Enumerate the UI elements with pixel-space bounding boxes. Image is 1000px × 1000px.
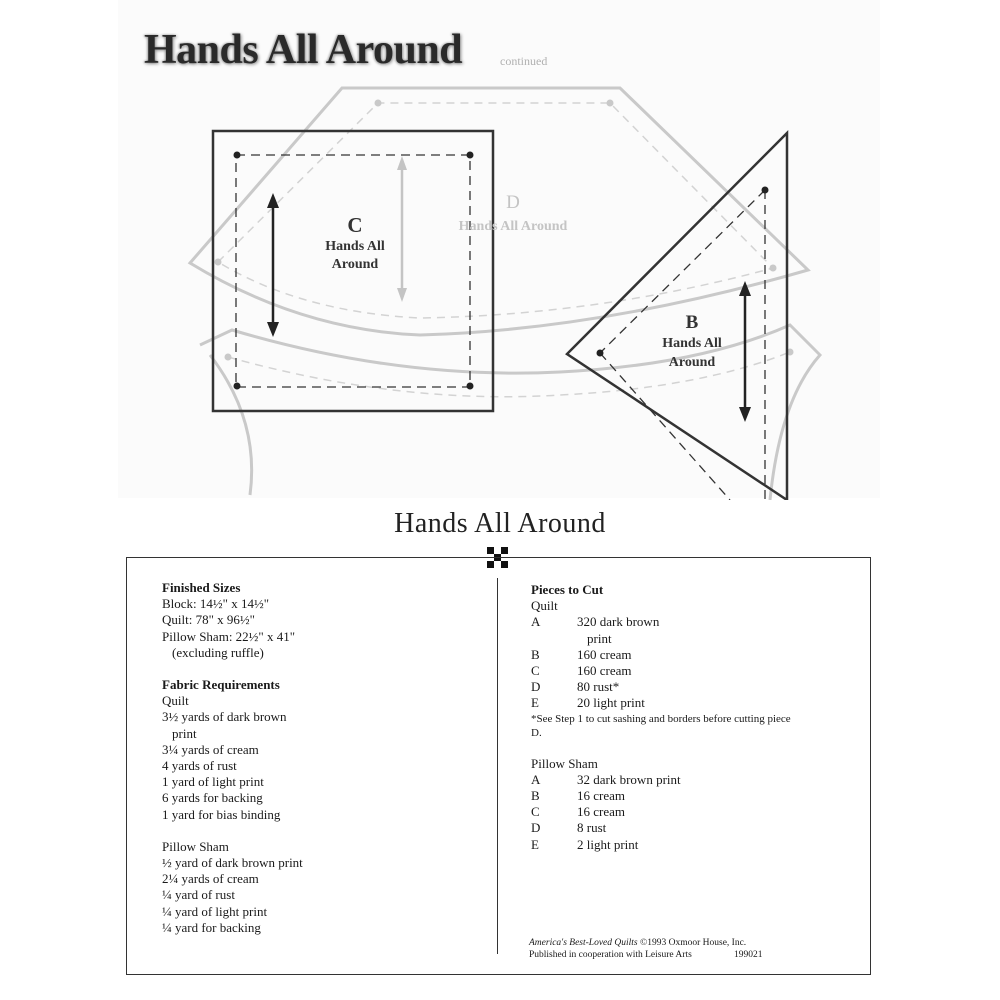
piece-letter: C	[531, 663, 540, 679]
template-b-seamline	[600, 190, 765, 353]
list-item	[531, 804, 861, 820]
pieces-to-cut-heading: Pieces to Cut	[531, 582, 604, 597]
list-item: 3½ yards of dark brown	[162, 709, 287, 725]
cutting-note: *See Step 1 to cut sashing and borders before cutting piece	[531, 712, 791, 725]
list-item: ½ yard of dark brown print	[162, 855, 303, 871]
pieces-sham-heading: Pillow Sham	[531, 755, 598, 771]
template-d-name: Hands All Around	[458, 219, 568, 234]
fabric-sham-heading: Pillow Sham	[162, 838, 229, 854]
sham-size-note: (excluding ruffle)	[172, 644, 264, 660]
product-code: 199021	[734, 950, 763, 960]
template-b-name-line1: Hands All	[662, 336, 722, 351]
template-b-letter: B	[685, 312, 699, 333]
pattern-subtitle: continued	[500, 54, 548, 68]
piece-count: 20 light print	[577, 695, 645, 711]
column-divider	[497, 578, 498, 954]
pieces-quilt-heading: Quilt	[531, 598, 558, 614]
piece-count: 160 cream	[577, 663, 632, 679]
template-b-name-line2: Around	[668, 355, 716, 370]
finished-sizes-heading: Finished Sizes	[162, 580, 241, 595]
list-item: print	[172, 725, 197, 741]
list-item: ¼ yard of light print	[162, 903, 268, 919]
piece-count: 32 dark brown print	[577, 771, 681, 787]
template-d-outline	[190, 88, 808, 335]
list-item	[531, 647, 861, 663]
fabric-quilt-heading: Quilt	[162, 693, 189, 709]
piece-letter: D	[531, 679, 541, 695]
book-title: America's Best-Loved Quilts	[529, 938, 638, 948]
list-item: ¼ yard for backing	[162, 919, 261, 935]
list-item: 1 yard for bias binding	[162, 806, 281, 822]
list-item	[531, 837, 861, 853]
piece-letter: E	[531, 836, 539, 852]
list-item: 4 yards of rust	[162, 758, 237, 774]
template-c-name-line1: Hands All	[325, 239, 385, 254]
left-column	[162, 580, 482, 936]
piece-count: 2 light print	[577, 836, 639, 852]
list-item: 3¼ yards of cream	[162, 741, 259, 757]
list-item	[531, 679, 861, 695]
piece-count: 80 rust*	[577, 679, 620, 695]
piece-letter: C	[531, 804, 540, 820]
quilt-size: Quilt: 78" x 96½"	[162, 612, 255, 628]
block-size: Block: 14½" x 14½"	[162, 596, 270, 612]
piece-letter: A	[531, 771, 541, 787]
publisher-line: Published in cooperation with Leisure Arts	[529, 950, 692, 960]
list-item	[531, 788, 861, 804]
piece-letter: A	[531, 614, 541, 630]
cutting-note-end: D.	[531, 726, 542, 739]
piece-letter: E	[531, 695, 539, 711]
piece-count: 16 cream	[577, 804, 626, 820]
template-d-letter: D	[506, 192, 520, 213]
list-item: 2¼ yards of cream	[162, 871, 259, 887]
sham-size: Pillow Sham: 22½" x 41"	[162, 628, 296, 644]
piece-count: 16 cream	[577, 788, 626, 804]
piece-count: 8 rust	[577, 820, 607, 836]
template-c-name-line2: Around	[331, 257, 379, 272]
list-item	[531, 820, 861, 836]
pattern-title: Hands All Around	[144, 27, 463, 73]
piece-count: 320 dark brown	[577, 614, 660, 630]
list-item: ¼ yard of rust	[162, 887, 235, 903]
list-item	[531, 614, 861, 630]
right-column	[531, 582, 861, 853]
piece-letter: B	[531, 646, 540, 662]
copyright-credit	[529, 937, 763, 961]
template-d-lower-outline	[200, 325, 820, 500]
page-title: Hands All Around	[394, 508, 606, 539]
list-item: 6 yards for backing	[162, 790, 263, 806]
list-item	[531, 772, 861, 788]
piece-letter: B	[531, 788, 540, 804]
template-c-letter: C	[347, 213, 363, 237]
fabric-requirements-heading: Fabric Requirements	[162, 677, 280, 693]
piece-count: 160 cream	[577, 646, 632, 662]
list-item	[531, 663, 861, 679]
copyright-text: ©1993 Oxmoor House, Inc.	[637, 938, 747, 948]
list-item: 1 yard of light print	[162, 774, 264, 790]
list-item	[531, 695, 861, 711]
piece-letter: D	[531, 820, 541, 836]
list-item: print	[587, 630, 612, 646]
